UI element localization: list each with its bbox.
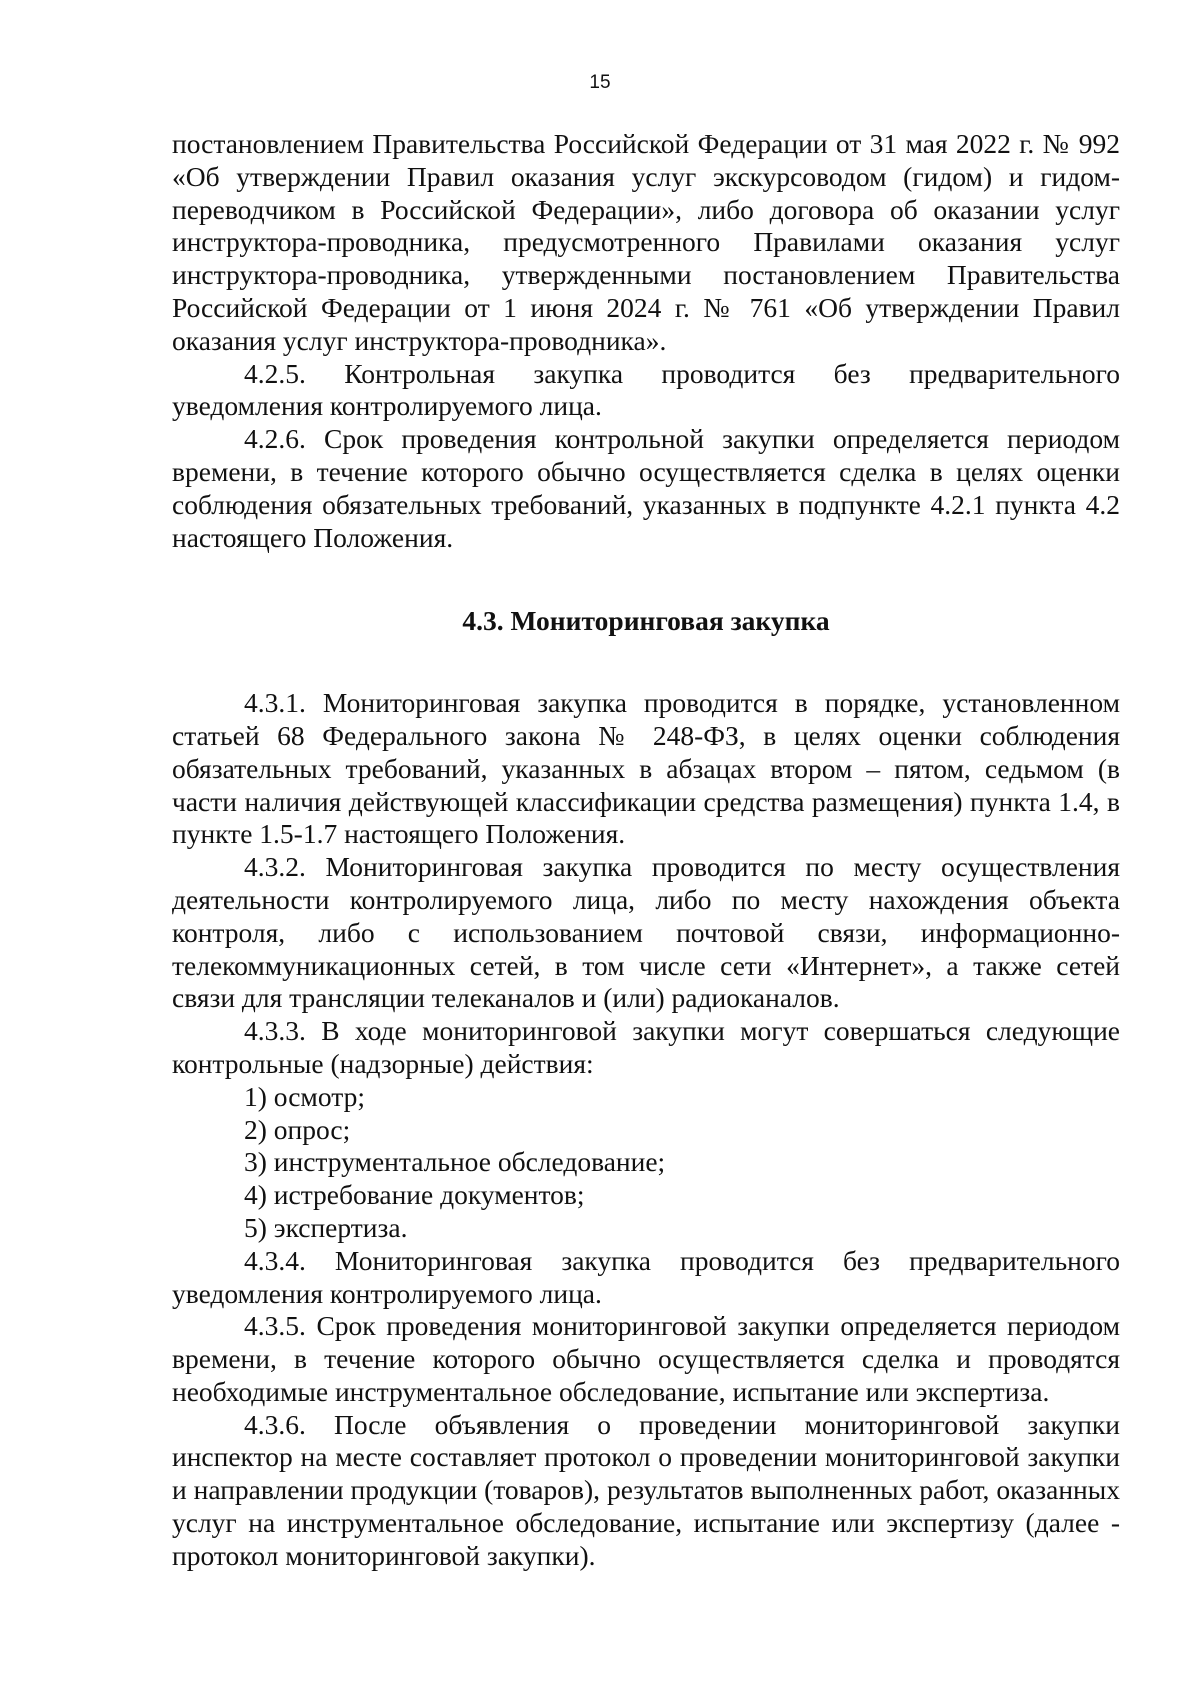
- paragraph-4-3-2: 4.3.2. Мониторинговая закупка проводится по месту осуществления деятельности контролируемого лица, либо по месту нахождения объекта контроля, либо с использованием почтовой связи, информационно-телекоммуникационных сетей, в том числе сети «Интернет», а также сетей связи для трансляции телеканалов и (или) радиоканалов.: [172, 851, 1120, 1014]
- list-item: 2) опрос;: [244, 1113, 351, 1145]
- paragraph-continuation: постановлением Правительства Российской Федерации от 31 мая 2022 г. № 992 «Об утверждении Правил оказания услуг экскурсоводом (гидом) и гидом-переводчиком в Российской Федерации», либо договора об оказании услуг инструктора-проводника, предусмотренного Правилами оказания услуг инструктора-проводника, утвержденными постановлением Правительства Российской Федерации от 1 июня 2024 г. № 761 «Об утверждении Правил оказания услуг инструктора-проводника».: [172, 128, 1120, 356]
- list-item: 1) осмотр;: [244, 1080, 365, 1112]
- paragraph-4-3-4: 4.3.4. Мониторинговая закупка проводится без предварительного уведомления контролируемого лица.: [172, 1244, 1120, 1309]
- paragraph-4-3-3: 4.3.3. В ходе мониторинговой закупки могут совершаться следующие контрольные (надзорные) действия:: [172, 1015, 1120, 1079]
- section-heading-4-3: 4.3. Мониторинговая закупка: [462, 605, 830, 637]
- list-item: 5) экспертиза.: [244, 1211, 408, 1243]
- paragraph-4-3-5: 4.3.5. Срок проведения мониторинговой закупки определяется периодом времени, в течение которого обычно осуществляется сделка и проводятся необходимые инструментальное обследование, испытание или экспертиза.: [172, 1310, 1120, 1407]
- page-number: 15: [589, 72, 611, 93]
- paragraph-4-3-1: 4.3.1. Мониторинговая закупка проводится в порядке, установленном статьей 68 Федерального закона № 248-ФЗ, в целях оценки соблюдения обязательных требований, указанных в абзацах втором – пятом, седьмом (в части наличия действующей классификации средства размещения) пункта 1.4, в пункте 1.5-1.7 настоящего Положения.: [172, 687, 1120, 850]
- paragraph-4-2-5: 4.2.5. Контрольная закупка проводится без предварительного уведомления контролируемого лица.: [172, 357, 1120, 422]
- list-item: 4) истребование документов;: [244, 1179, 585, 1211]
- list-item: 3) инструментальное обследование;: [244, 1146, 666, 1178]
- document-body: [172, 128, 1120, 1573]
- actions-list: [172, 1081, 1120, 1245]
- paragraph-4-3-6: 4.3.6. После объявления о проведении мониторинговой закупки инспектор на месте составляет протокол о проведении мониторинговой закупки и направлении продукции (товаров), результатов выполненных работ, оказанных услуг на инструментальное обследование, испытание или экспертизу (далее - протокол мониторинговой закупки).: [172, 1408, 1120, 1571]
- paragraph-4-2-6: 4.2.6. Срок проведения контрольной закупки определяется периодом времени, в течение которого обычно осуществляется сделка в целях оценки соблюдения обязательных требований, указанных в подпункте 4.2.1 пункта 4.2 настоящего Положения.: [172, 423, 1120, 553]
